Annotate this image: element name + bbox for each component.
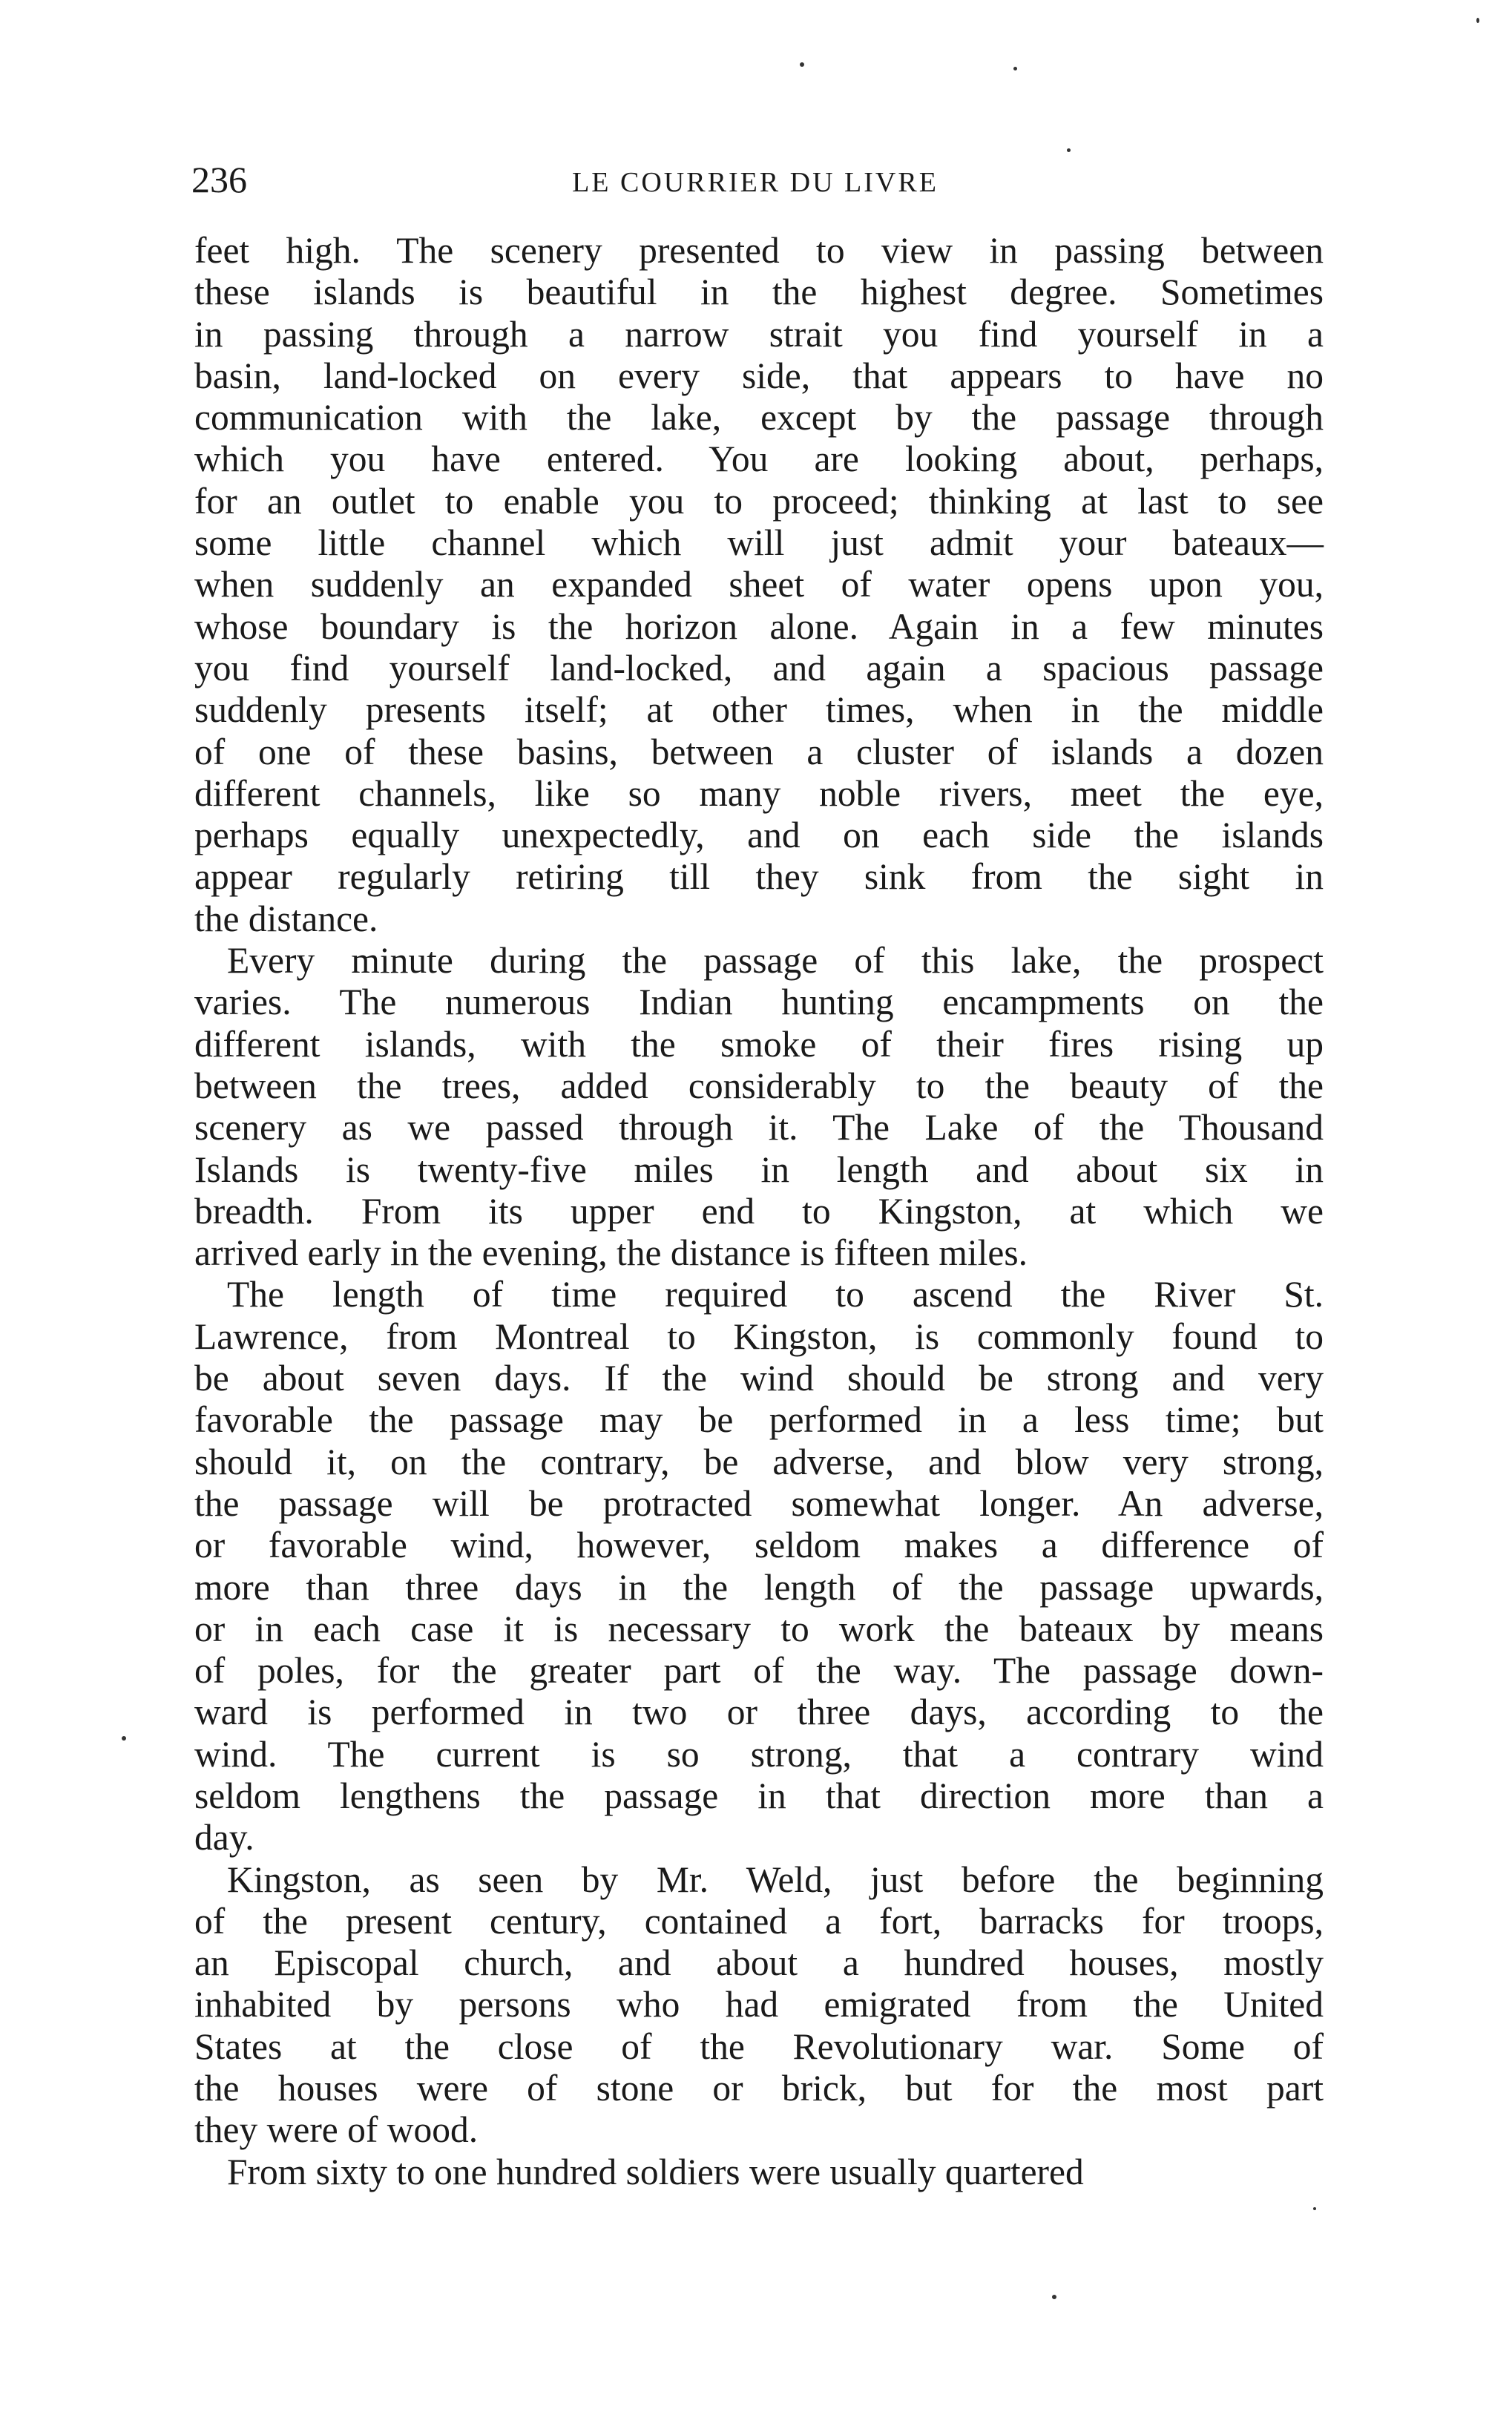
text-line: Every minute during the passage of this lake, the prospect [227,940,1324,982]
scan-speck [1067,148,1071,152]
text-line: be about seven days. If the wind should be strong and very [194,1358,1324,1399]
paragraph [194,1859,1324,2152]
page-header [191,157,1319,202]
text-line: of one of these basins, between a cluster of islands a dozen [194,731,1324,772]
text-line: From sixty to one hundred soldiers were usually quartered [227,2151,1084,2192]
text-line: when suddenly an expanded sheet of water opens upon you, [194,564,1324,605]
text-line: seldom lengthens the passage in that direction more than a [194,1775,1324,1816]
text-line: Islands is twenty-five miles in length and about six in [194,1148,1324,1190]
text-line: feet high. The scenery presented to view in passing between [194,230,1324,271]
scan-speck [1052,2295,1056,2299]
paragraph [194,2152,1324,2193]
text-line: of poles, for the greater part of the way. The passage down- [194,1650,1324,1692]
text-line: for an outlet to enable you to proceed; thinking at last to see [194,480,1324,522]
paragraph [194,1274,1324,1858]
text-line: different channels, like so many noble rivers, meet the eye, [194,772,1324,814]
text-line: Lawrence, from Montreal to Kingston, is commonly found to [194,1315,1324,1357]
text-line: day. [194,1817,254,1858]
text-line: perhaps equally unexpectedly, and on each side the islands [194,815,1324,856]
scan-speck [1476,18,1479,23]
text-line: ward is performed in two or three days, according to the [194,1692,1324,1733]
text-line: these islands is beautiful in the highest degree. Sometimes [194,272,1324,313]
text-line: of the present century, contained a fort, barracks for troops, [194,1900,1324,1942]
text-line: or in each case it is necessary to work the bateaux by means [194,1608,1324,1649]
text-line: you find yourself land-locked, and again a spacious passage [194,647,1324,688]
text-line: which you have entered. You are looking about, perhaps, [194,438,1324,480]
text-line: wind. The current is so strong, that a contrary wind [194,1733,1324,1775]
text-line: breadth. From its upper end to Kingston, at which we [194,1190,1324,1232]
text-line: in passing through a narrow strait you find yourself in a [194,313,1324,355]
text-line: the houses were of stone or brick, but for the most part [194,2068,1324,2109]
text-line: appear regularly retiring till they sink from the sight in [194,856,1324,898]
text-line: or favorable wind, however, seldom makes a difference of [194,1525,1324,1566]
paragraph [194,230,1324,940]
page-number: 236 [191,159,247,200]
text-line: the distance. [194,898,378,939]
text-line: should it, on the contrary, be adverse, and blow very strong, [194,1441,1324,1482]
scan-speck [800,62,804,67]
text-line: they were of wood. [194,2109,479,2151]
text-line: some little channel which will just admit your bateaux— [194,522,1324,564]
scan-speck [1313,2207,1316,2210]
body-text [194,230,1324,2193]
text-line: communication with the lake, except by the passage through [194,397,1324,438]
text-line: The length of time required to ascend the River St. [227,1274,1324,1315]
text-line: scenery as we passed through it. The Lake of the Thousand [194,1107,1324,1148]
text-line: Kingston, as seen by Mr. Weld, just before the beginning [227,1858,1324,1900]
scan-speck [122,1736,126,1741]
text-line: suddenly presents itself; at other times, when in the middle [194,689,1324,731]
text-line: between the trees, added considerably to the beauty of the [194,1065,1324,1106]
text-line: favorable the passage may be performed in a less time; but [194,1399,1324,1441]
scan-speck [1013,67,1017,70]
paragraph [194,940,1324,1274]
running-title: LE COURRIER DU LIVRE [572,167,939,198]
text-line: the passage will be protracted somewhat longer. An adverse, [194,1482,1324,1524]
text-line: arrived early in the evening, the distance is fifteen miles. [194,1232,1028,1274]
text-line: more than three days in the length of the passage upwards, [194,1566,1324,1608]
text-line: whose boundary is the horizon alone. Again in a few minutes [194,605,1324,647]
text-line: States at the close of the Revolutionary war. Some of [194,2025,1324,2067]
text-line: an Episcopal church, and about a hundred houses, mostly [194,1942,1324,1984]
text-line: varies. The numerous Indian hunting encampments on the [194,982,1324,1023]
text-line: different islands, with the smoke of their fires rising up [194,1023,1324,1065]
text-line: inhabited by persons who had emigrated from the United [194,1984,1324,2025]
text-line: basin, land-locked on every side, that appears to have no [194,355,1324,396]
